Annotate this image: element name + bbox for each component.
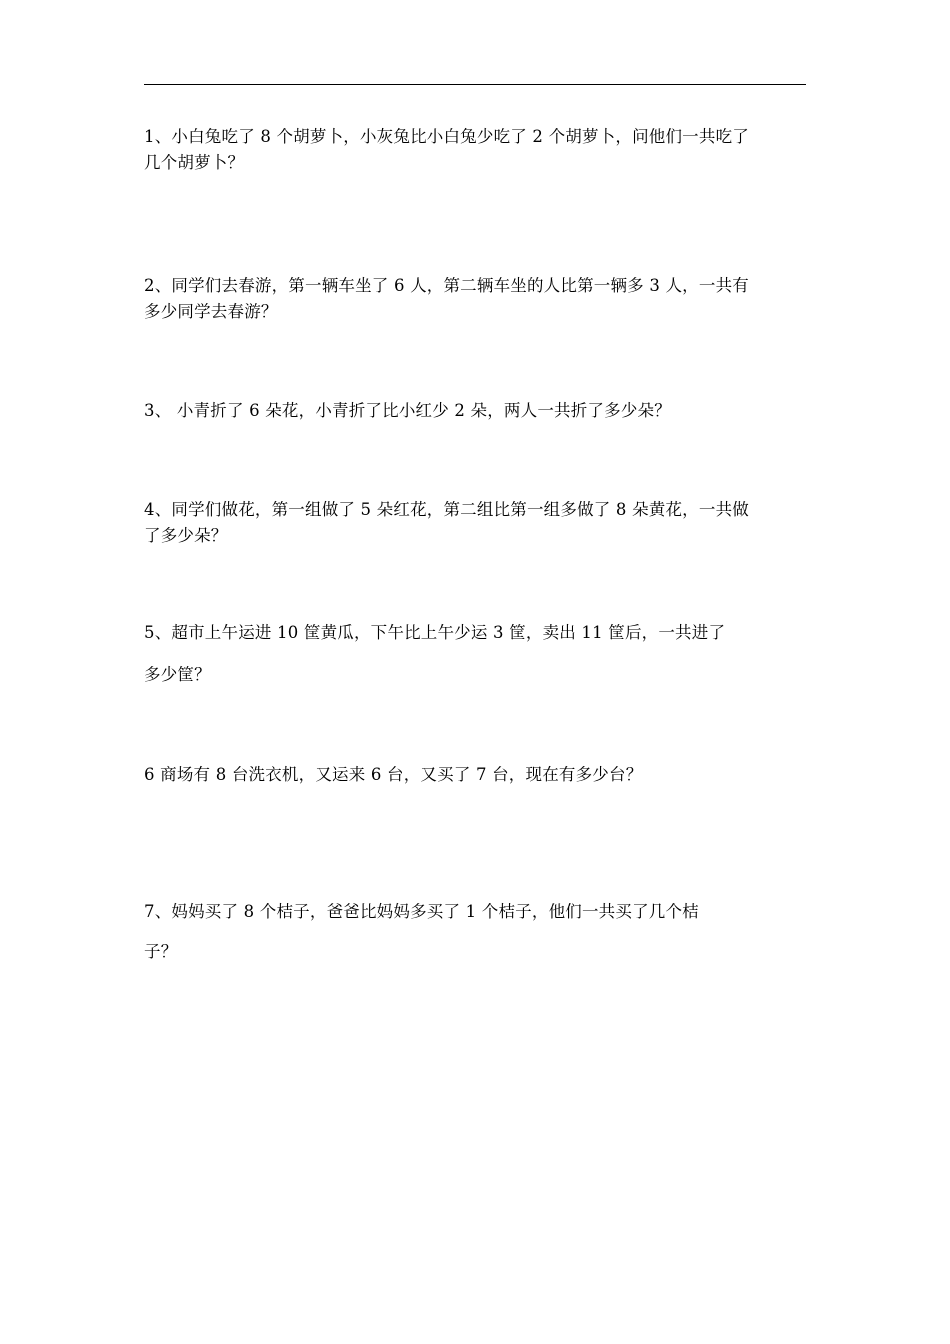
problem-5-line-2: 多少筐？ (144, 665, 211, 684)
problem-6-line-1: 6 商场有 8 台洗衣机，又运来 6 台，又买了 7 台，现在有多少台？ (144, 765, 643, 784)
problem-3 (144, 398, 810, 424)
problem-4 (144, 497, 810, 549)
problem-6 (144, 762, 810, 788)
problem-3-line-1: 3、 小青折了 6 朵花，小青折了比小红少 2 朵，两人一共折了多少朵？ (144, 401, 671, 420)
problem-7-line-1: 7、妈妈买了 8 个桔子，爸爸比妈妈多买了 1 个桔子，他们一共买了几个桔 (144, 902, 699, 921)
problem-1 (144, 124, 810, 176)
problem-7 (144, 899, 810, 965)
problem-5 (144, 620, 810, 688)
problem-2-line-1: 2、同学们去春游，第一辆车坐了 6 人，第二辆车坐的人比第一辆多 3 人，一共有 (144, 276, 749, 295)
problem-2-line-2: 多少同学去春游？ (144, 302, 278, 321)
problem-1-line-2: 几个胡萝卜？ (144, 153, 245, 172)
problem-2 (144, 273, 810, 325)
problem-1-line-1: 1、小白兔吃了 8 个胡萝卜，小灰兔比小白兔少吃了 2 个胡萝卜，问他们一共吃了 (144, 127, 749, 146)
problem-4-line-1: 4、同学们做花，第一组做了 5 朵红花，第二组比第一组多做了 8 朵黄花，一共做 (144, 500, 749, 519)
problem-5-line-1: 5、超市上午运进 10 筐黄瓜，下午比上午少运 3 筐，卖出 11 筐后，一共进了 (144, 623, 726, 642)
problem-4-line-2: 了多少朵？ (144, 526, 228, 545)
problem-7-line-2: 子？ (144, 942, 178, 961)
header-rule (144, 84, 806, 85)
